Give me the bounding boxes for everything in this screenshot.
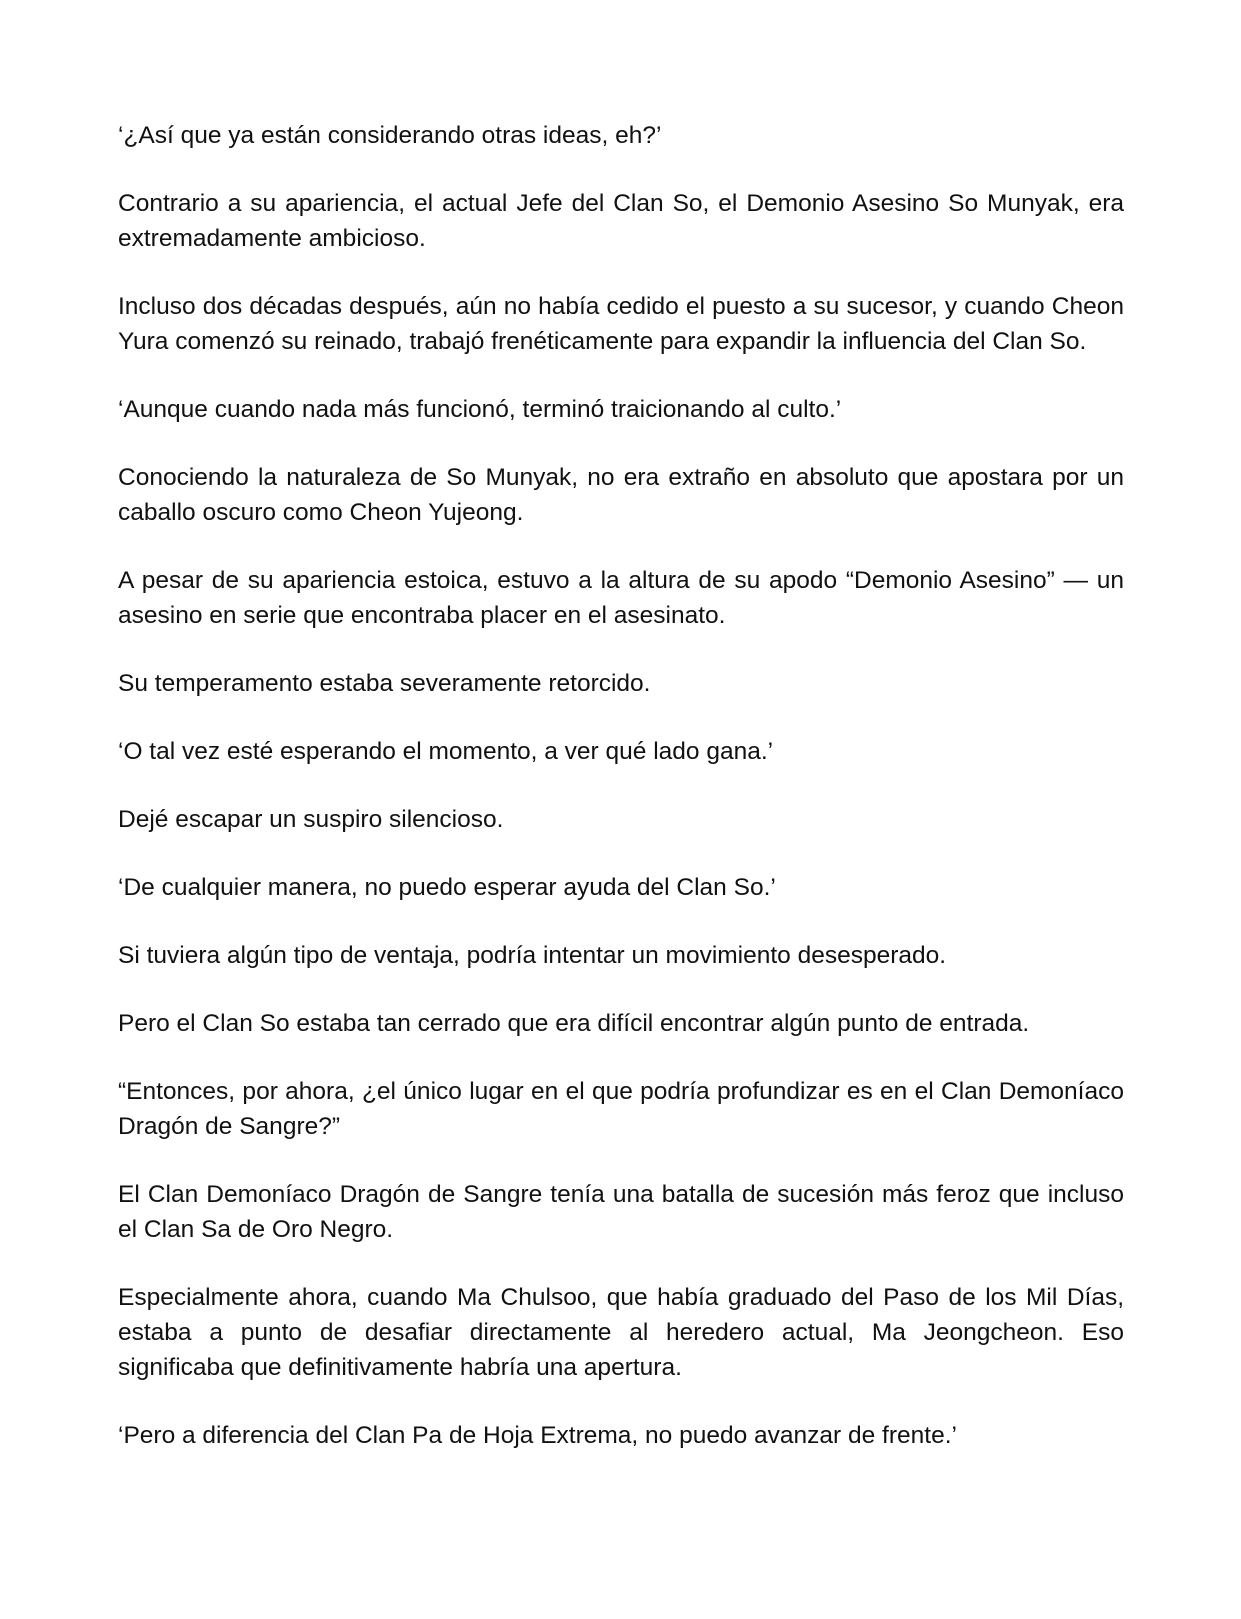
paragraph: A pesar de su apariencia estoica, estuvo a la altura de su apodo “Demonio Asesino” — un asesino en serie que encontraba placer en el asesinato. bbox=[118, 567, 1124, 629]
paragraph: ‘Aunque cuando nada más funcionó, terminó traicionando al culto.’ bbox=[118, 396, 842, 423]
paragraph: ‘Pero a diferencia del Clan Pa de Hoja Extrema, no puedo avanzar de frente.’ bbox=[118, 1422, 957, 1449]
paragraph: Especialmente ahora, cuando Ma Chulsoo, que había graduado del Paso de los Mil Días, estaba a punto de desafiar directamente al heredero actual, Ma Jeongcheon. Eso significaba que definitivamente habría una apertura. bbox=[118, 1284, 1124, 1381]
paragraph: Su temperamento estaba severamente retorcido. bbox=[118, 670, 651, 697]
text-column bbox=[118, 118, 1124, 1486]
paragraph: “Entonces, por ahora, ¿el único lugar en el que podría profundizar es en el Clan Demoníaco Dragón de Sangre?” bbox=[118, 1078, 1124, 1140]
paragraph: ‘O tal vez esté esperando el momento, a ver qué lado gana.’ bbox=[118, 738, 774, 765]
paragraph: El Clan Demoníaco Dragón de Sangre tenía una batalla de sucesión más feroz que incluso el Clan Sa de Oro Negro. bbox=[118, 1181, 1124, 1243]
paragraph: Conociendo la naturaleza de So Munyak, no era extraño en absoluto que apostara por un caballo oscuro como Cheon Yujeong. bbox=[118, 464, 1124, 526]
paragraph: ‘De cualquier manera, no puedo esperar ayuda del Clan So.’ bbox=[118, 874, 776, 901]
paragraph: Dejé escapar un suspiro silencioso. bbox=[118, 806, 504, 833]
paragraph: Pero el Clan So estaba tan cerrado que era difícil encontrar algún punto de entrada. bbox=[118, 1010, 1030, 1037]
paragraph: Incluso dos décadas después, aún no había cedido el puesto a su sucesor, y cuando Cheon Yura comenzó su reinado, trabajó frenéticamente para expandir la influencia del Clan So. bbox=[118, 293, 1124, 355]
paragraph: Si tuviera algún tipo de ventaja, podría intentar un movimiento desesperado. bbox=[118, 942, 947, 969]
paragraph: ‘¿Así que ya están considerando otras ideas, eh?’ bbox=[118, 122, 662, 149]
paragraph: Contrario a su apariencia, el actual Jefe del Clan So, el Demonio Asesino So Munyak, era extremadamente ambicioso. bbox=[118, 190, 1124, 252]
